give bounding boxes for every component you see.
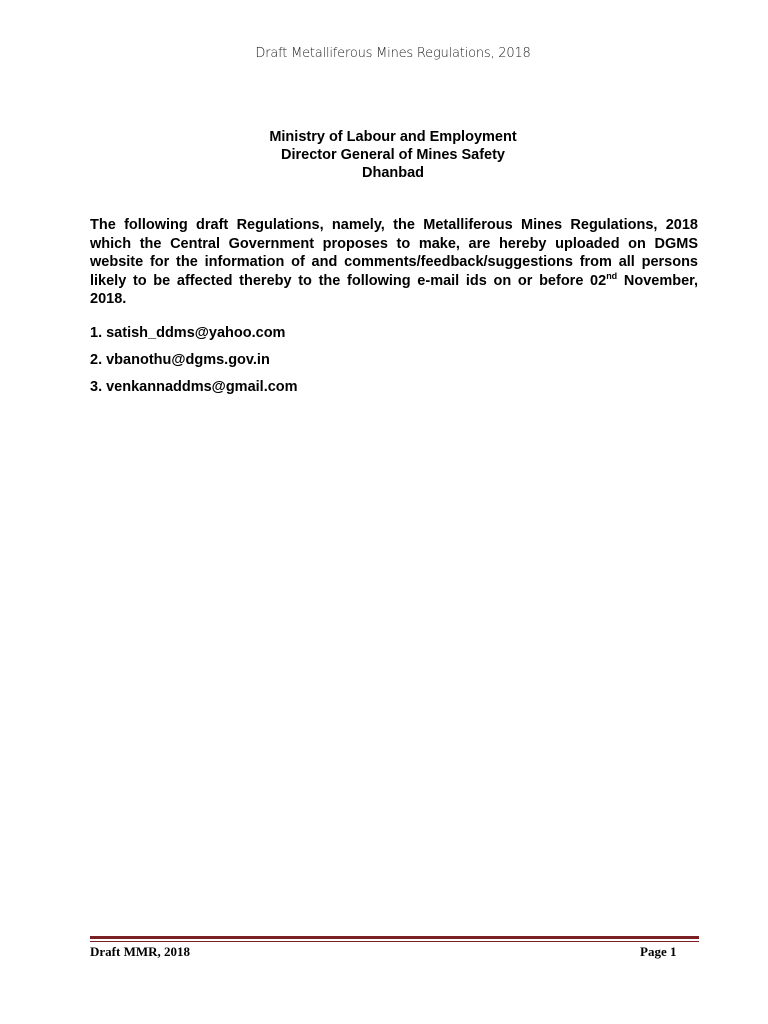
- footer-document-name: Draft MMR, 2018: [90, 944, 190, 959]
- footer-page-number: Page 1: [640, 944, 677, 959]
- intro-paragraph: [90, 216, 698, 309]
- email-item[interactable]: 1. satish_ddms@yahoo.com: [90, 325, 286, 341]
- email-item[interactable]: 3. venkannaddms@gmail.com: [90, 379, 298, 395]
- title-block: [0, 128, 768, 182]
- location-name: Dhanbad: [361, 165, 425, 181]
- footer-rule: [90, 936, 699, 939]
- directorate-name: Director General of Mines Safety: [280, 147, 505, 163]
- email-item[interactable]: 2. vbanothu@dgms.gov.in: [90, 352, 270, 368]
- intro-text-end: November, 2018.: [90, 272, 699, 307]
- running-header: Draft Metalliferous Mines Regulations, 2018: [255, 46, 531, 61]
- footer-rule-thin: [90, 941, 699, 942]
- ordinal-suffix: nd: [606, 270, 618, 281]
- email-list: [90, 324, 298, 405]
- intro-text: The following draft Regulations, namely, the Metalliferous Mines Regulations, 2018 which the Central Government proposes to make, are hereby uploaded on DGMS website for the information of and comments/feedback/suggestions from all persons likely to be affected thereby to the following e-mail ids on or before 02: [90, 217, 698, 289]
- ministry-name: Ministry of Labour and Employment: [269, 129, 517, 145]
